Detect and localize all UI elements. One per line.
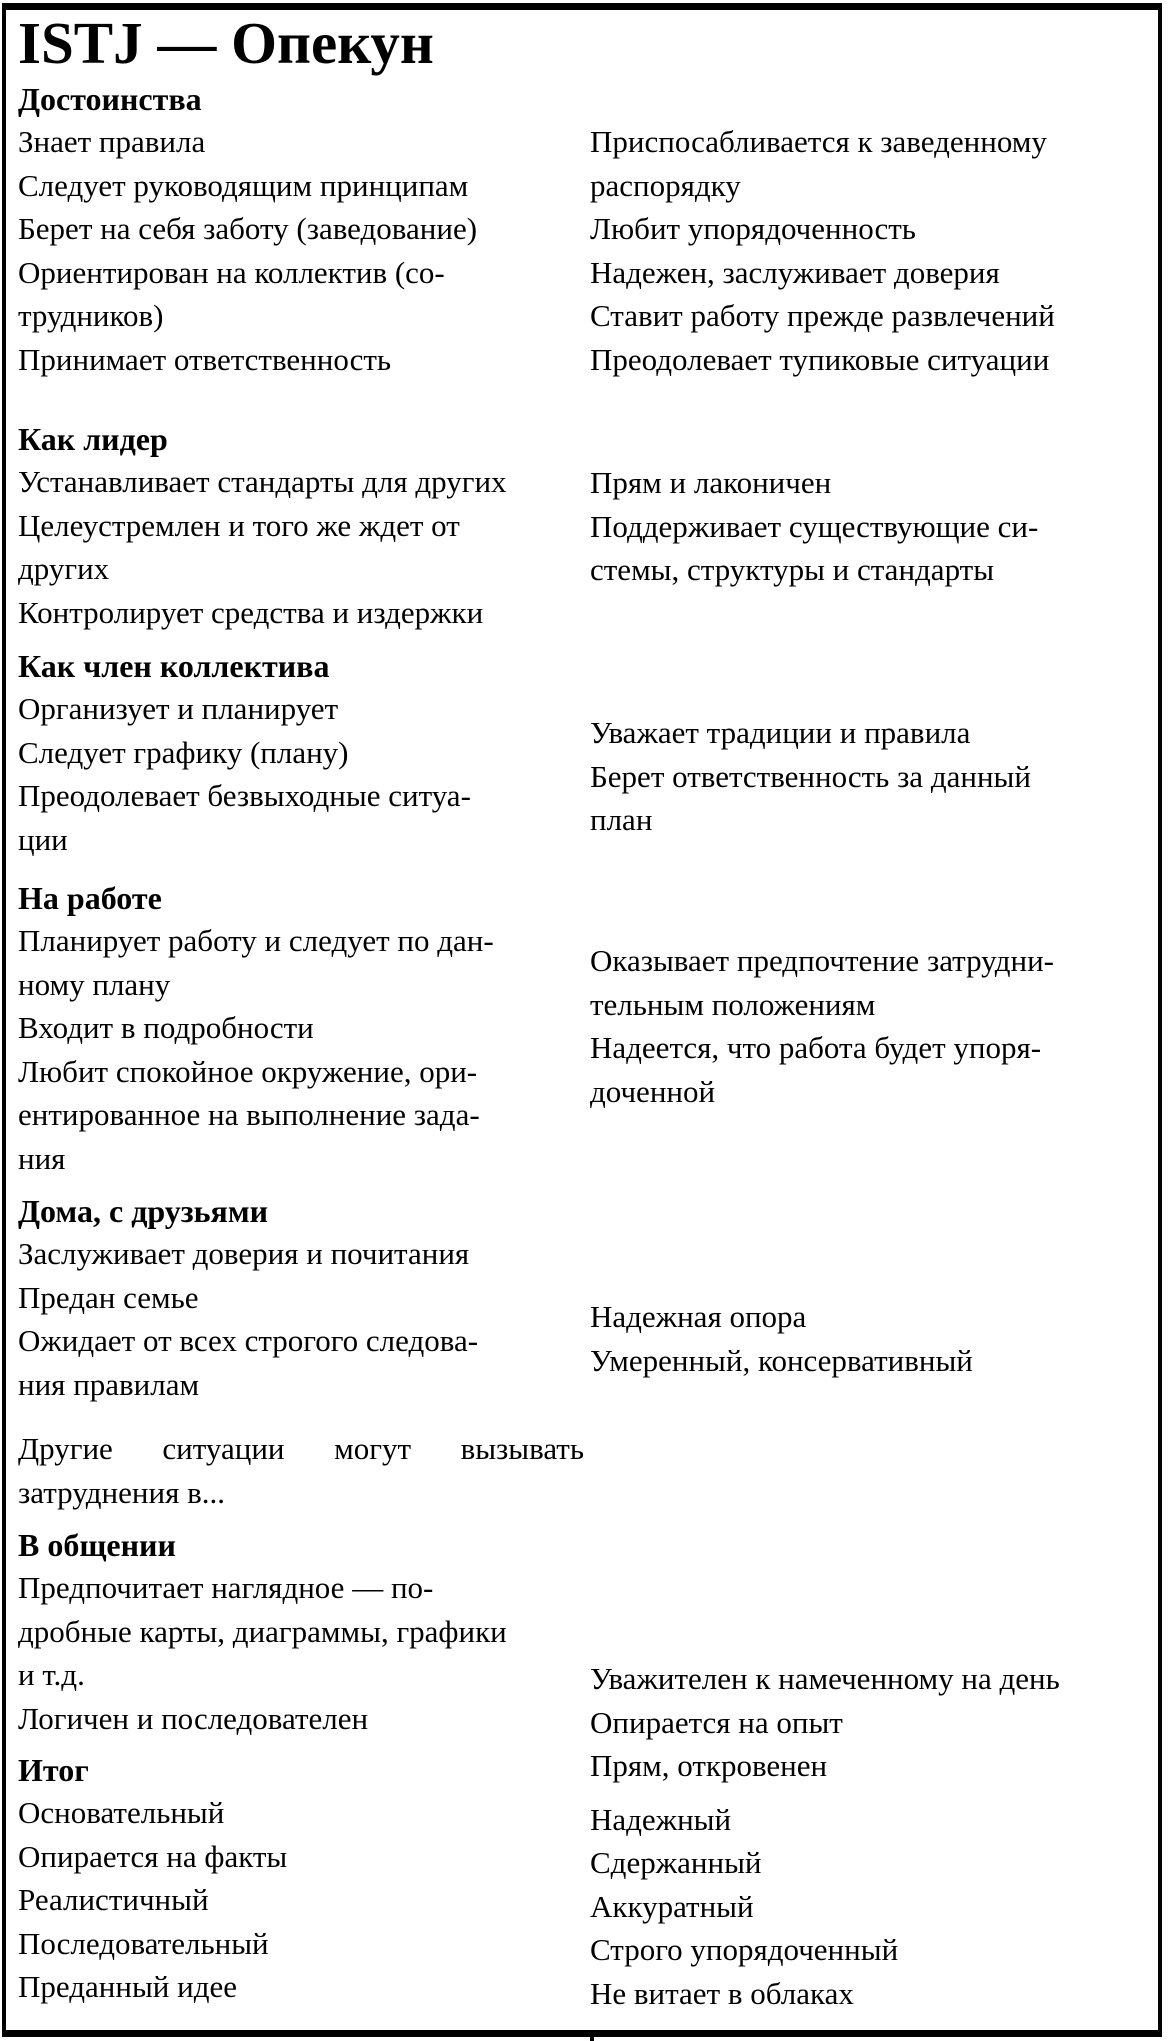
trait-line: Надежен, заслуживает доверия — [590, 254, 1000, 290]
trait-line: ции — [18, 821, 68, 857]
as-leader-left-column — [18, 418, 590, 634]
section-as-leader — [18, 418, 1158, 634]
section-strengths — [18, 78, 1158, 381]
trait-line: стемы, структуры и стандарты — [590, 552, 995, 587]
trait-line: доченной — [590, 1073, 716, 1109]
trait-line: ентированное на выполнение зада- — [18, 1097, 480, 1132]
strengths-right-column — [590, 78, 1158, 381]
trait-line: Ставит работу прежде развлечений — [590, 298, 1055, 333]
trait-line: Надеется, что работа будет упоря- — [590, 1030, 1042, 1065]
trait-line: ному плану — [18, 966, 171, 1002]
next-row-divider-tick — [590, 2037, 594, 2041]
team-member-left-column — [18, 645, 590, 861]
difficulties-note — [18, 1427, 1158, 1514]
trait-line: Предпочитает наглядное — по- — [18, 1570, 434, 1605]
trait-line: Преданный идее — [18, 1969, 237, 2004]
note-line: Другие ситуации могут вызывать — [18, 1431, 584, 1466]
trait-line: Принимает ответственность — [18, 341, 392, 377]
trait-line: Берет ответственность за данный — [590, 758, 1031, 794]
heading-at-home: Дома, с друзьями — [18, 1193, 269, 1229]
trait-line: Организует и планирует — [18, 691, 339, 726]
trait-line: ния — [18, 1140, 66, 1176]
trait-line: Любит упорядоченность — [590, 211, 916, 246]
trait-line: Надежный — [590, 1801, 732, 1837]
strengths-left-column — [18, 78, 590, 381]
section-communication-and-summary — [18, 1524, 1158, 2015]
heading-strengths: Достоинства — [18, 81, 202, 117]
trait-line: Предан семье — [18, 1279, 199, 1315]
trait-line: Опирается на факты — [18, 1838, 288, 1874]
section-at-work — [18, 877, 1158, 1180]
trait-line: Берет на себя заботу (заведование) — [18, 211, 478, 246]
trait-line: других — [18, 551, 110, 586]
trait-line: Прям и лаконичен — [590, 465, 832, 500]
trait-line: Планирует работу и следует по дан- — [18, 923, 494, 958]
page-title: ISTJ — Опекун — [18, 10, 434, 76]
trait-line: Любит спокойное окружение, ори- — [18, 1053, 478, 1089]
trait-line: план — [590, 802, 653, 837]
trait-line: Уважителен к намеченному на день — [590, 1661, 1060, 1696]
at-home-left-column — [18, 1190, 590, 1406]
trait-line: Следует руководящим принципам — [18, 167, 469, 203]
team-member-right-column — [590, 645, 1158, 861]
trait-line: Заслуживает доверия и почитания — [18, 1236, 470, 1271]
trait-line: ния правилам — [18, 1366, 200, 1402]
section-as-team-member — [18, 645, 1158, 861]
note-line: затруднения в... — [18, 1474, 225, 1510]
trait-line: Аккуратный — [590, 1888, 754, 1924]
trait-line: Целеустремлен и того же ждет от — [18, 507, 460, 543]
trait-line: Ожидает от всех строгого следова- — [18, 1323, 479, 1358]
trait-line: дробные карты, диаграммы, графики — [18, 1613, 507, 1649]
section-at-home — [18, 1190, 1158, 1406]
heading-at-work: На работе — [18, 880, 162, 916]
heading-summary: Итог — [18, 1752, 89, 1788]
at-home-right-column — [590, 1190, 1158, 1406]
trait-line: Приспосабливается к заведенному — [590, 124, 1047, 159]
difficulties-note-column — [18, 1427, 590, 1514]
trait-line: Логичен и последователен — [18, 1700, 369, 1736]
trait-line: Строго упорядоченный — [590, 1932, 899, 1967]
trait-line: Не витает в облаках — [590, 1975, 854, 2011]
trait-line: и т.д. — [18, 1657, 85, 1692]
trait-line: Следует графику (плану) — [18, 734, 349, 770]
trait-line: Последовательный — [18, 1925, 269, 1961]
trait-line: Ориентирован на коллектив (со- — [18, 254, 445, 290]
trait-line: Опирается на опыт — [590, 1704, 843, 1740]
trait-line: Надежная опора — [590, 1299, 807, 1334]
communication-summary-left-column — [18, 1524, 590, 2015]
empty-column — [590, 1427, 1158, 1514]
trait-line: Входит в подробности — [18, 1010, 314, 1045]
trait-line: трудников) — [18, 298, 164, 333]
trait-line: Основательный — [18, 1795, 225, 1830]
trait-line: Устанавливает стандарты для других — [18, 464, 507, 499]
as-leader-right-column — [590, 418, 1158, 634]
trait-line: тельным положениям — [590, 986, 876, 1022]
trait-line: Реалистичный — [18, 1882, 209, 1917]
trait-line: распорядку — [590, 167, 741, 203]
heading-as-team-member: Как член коллектива — [18, 648, 330, 684]
communication-summary-right-column — [590, 1524, 1158, 2015]
trait-line: Уважает традиции и правила — [590, 715, 971, 750]
trait-line: Преодолевает безвыходные ситуа- — [18, 778, 471, 813]
at-work-left-column — [18, 877, 590, 1180]
trait-line: Умеренный, консервативный — [590, 1342, 973, 1378]
trait-line: Контролирует средства и издержки — [18, 594, 484, 630]
istj-profile-card — [2, 3, 1162, 2037]
trait-line: Прям, откровенен — [590, 1748, 828, 1783]
trait-line: Сдержанный — [590, 1845, 762, 1880]
trait-line: Знает правила — [18, 124, 206, 159]
heading-communication: В общении — [18, 1527, 176, 1563]
trait-line: Оказывает предпочтение затрудни- — [590, 943, 1054, 978]
at-work-right-column — [590, 877, 1158, 1180]
trait-line: Поддерживает существующие си- — [590, 508, 1039, 544]
heading-as-leader: Как лидер — [18, 421, 168, 457]
trait-line: Преодолевает тупиковые ситуации — [590, 341, 1050, 377]
